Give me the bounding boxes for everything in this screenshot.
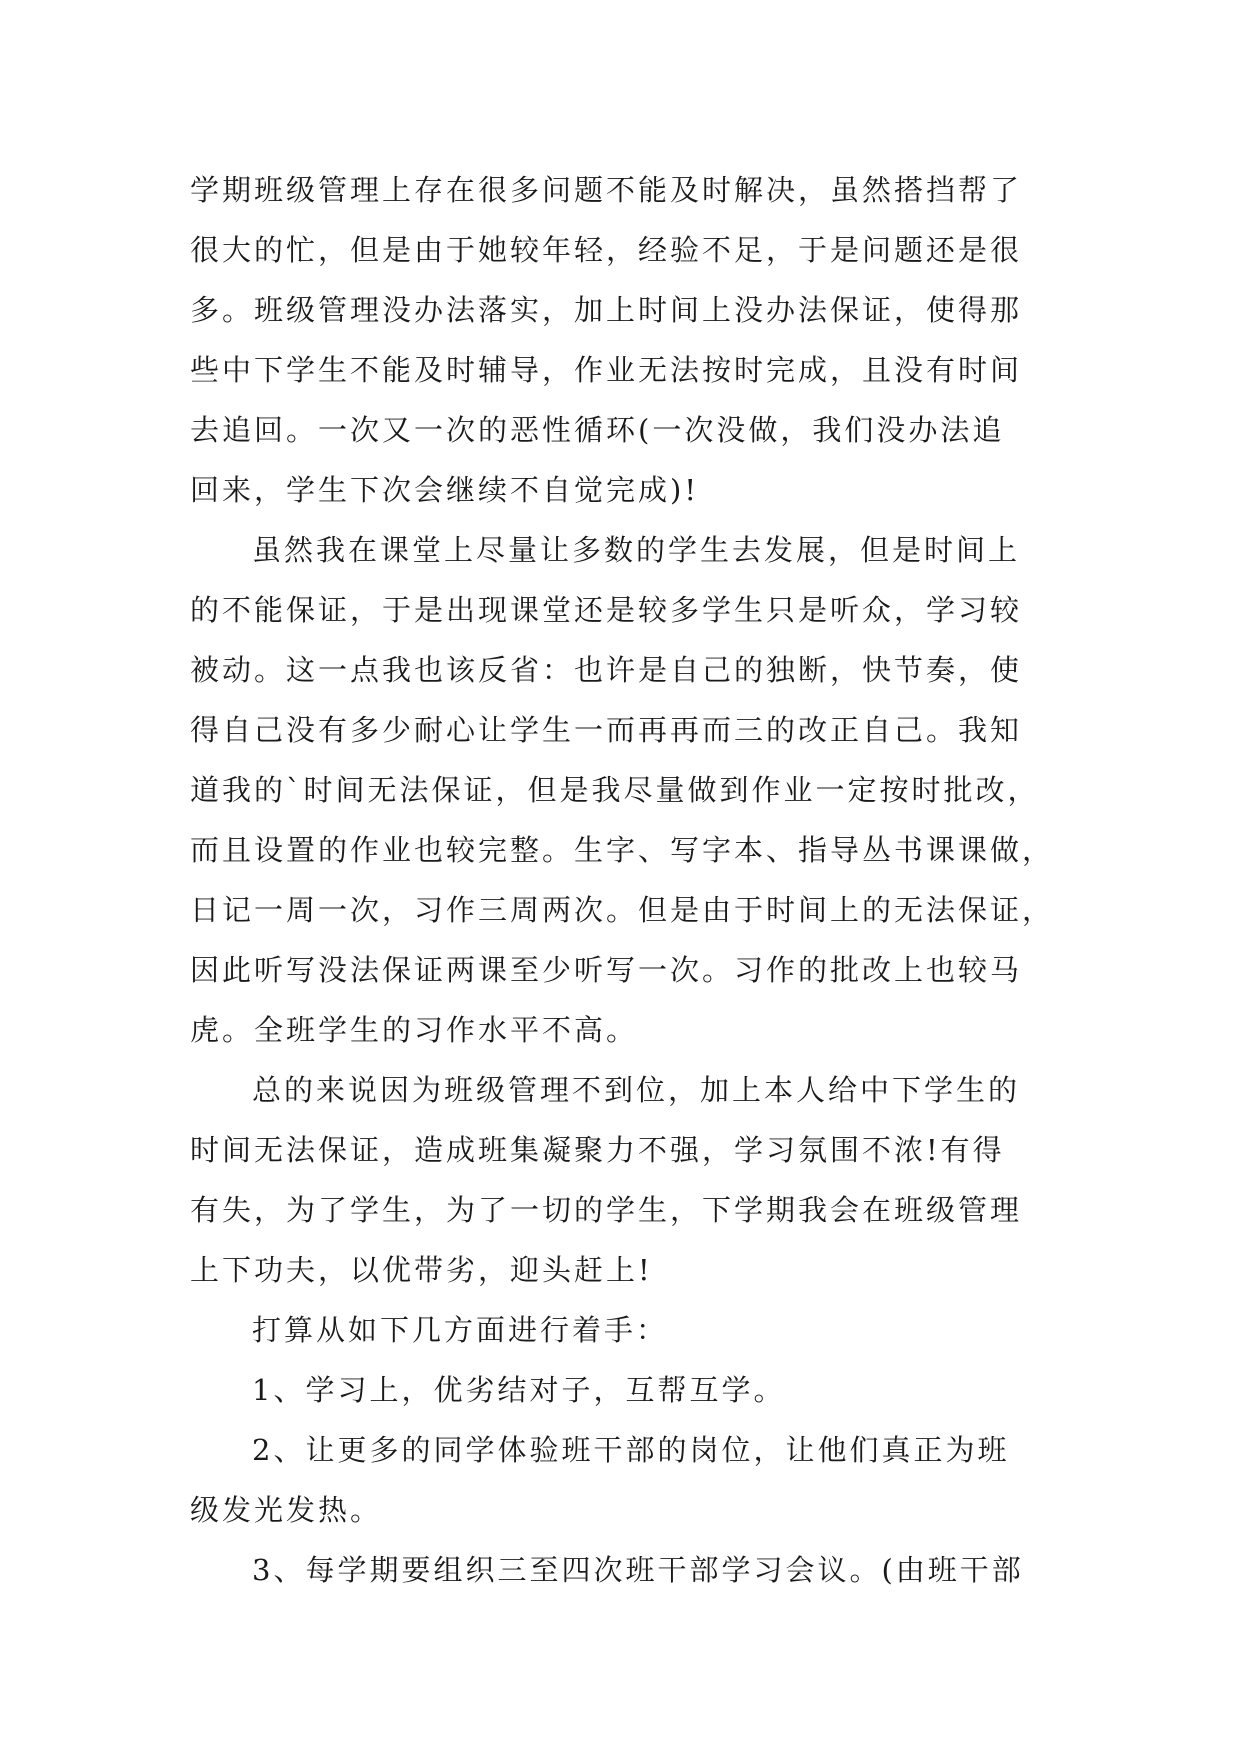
text-line: 级发光发热。: [190, 1493, 383, 1527]
text-line: 日记一周一次，习作三周两次。但是由于时间上的无法保证，: [190, 893, 1055, 927]
text-line: 很大的忙，但是由于她较年轻，经验不足，于是问题还是很: [190, 233, 1023, 267]
text-line: 得自己没有多少耐心让学生一而再再而三的改正自己。我知: [190, 713, 1023, 747]
text-line: 1、学习上，优劣结对子，互帮互学。: [252, 1373, 786, 1407]
text-line: 3、每学期要组织三至四次班干部学习会议。(由班干部: [252, 1553, 1024, 1587]
text-line: 回来，学生下次会继续不自觉完成)!: [190, 473, 699, 507]
text-line: 道我的`时间无法保证，但是我尽量做到作业一定按时批改，: [190, 773, 1040, 807]
text-line: 些中下学生不能及时辅导，作业无法按时完成，且没有时间: [190, 353, 1023, 387]
text-line: 虽然我在课堂上尽量让多数的学生去发展，但是时间上: [252, 533, 1021, 567]
text-line: 而且设置的作业也较完整。生字、写字本、指导丛书课课做，: [190, 833, 1055, 867]
text-line: 去追回。一次又一次的恶性循环(一次没做，我们没办法追: [190, 413, 1005, 447]
text-line: 总的来说因为班级管理不到位，加上本人给中下学生的: [252, 1073, 1021, 1107]
text-line: 学期班级管理上存在很多问题不能及时解决，虽然搭挡帮了: [190, 173, 1023, 207]
text-line: 虎。全班学生的习作水平不高。: [190, 1013, 639, 1047]
text-line: 打算从如下几方面进行着手：: [252, 1313, 669, 1347]
text-line: 的不能保证，于是出现课堂还是较多学生只是听众，学习较: [190, 593, 1023, 627]
text-line: 多。班级管理没办法落实，加上时间上没办法保证，使得那: [190, 293, 1023, 327]
text-line: 因此听写没法保证两课至少听写一次。习作的批改上也较马: [190, 953, 1023, 987]
body-text: [190, 160, 1055, 1600]
text-line: 上下功夫，以优带劣，迎头赶上!: [190, 1253, 653, 1287]
text-line: 被动。这一点我也该反省：也许是自己的独断，快节奏，使: [190, 653, 1023, 687]
text-line: 有失，为了学生，为了一切的学生，下学期我会在班级管理: [190, 1193, 1023, 1227]
text-line: 2、让更多的同学体验班干部的岗位，让他们真正为班: [252, 1433, 1010, 1467]
text-line: 时间无法保证，造成班集凝聚力不强，学习氛围不浓!有得: [190, 1133, 1005, 1167]
